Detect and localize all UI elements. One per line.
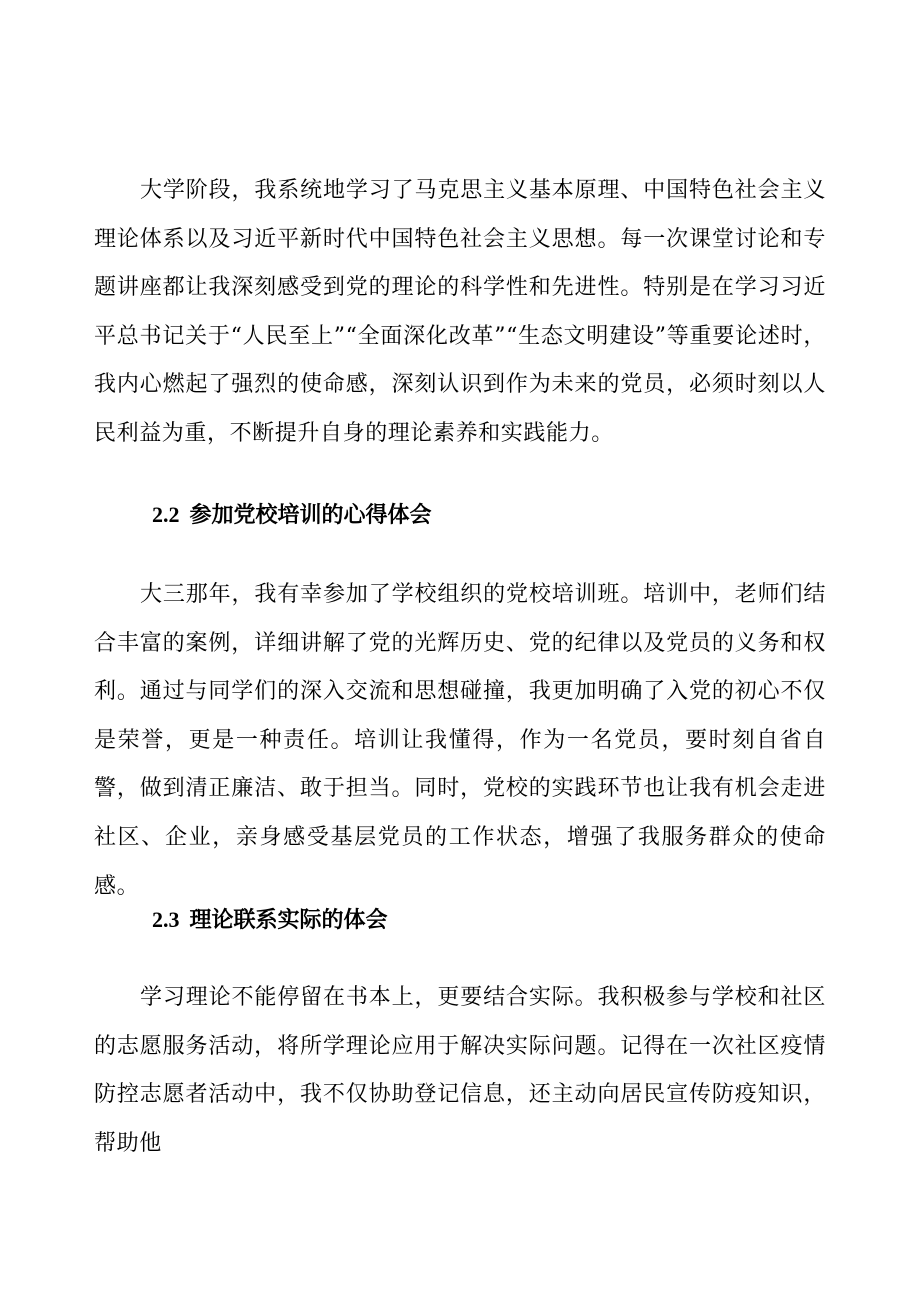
section-heading [152,500,432,531]
body-paragraph: 大学阶段，我系统地学习了马克思主义基本原理、中国特色社会主义理论体系以及习近平新时代中国特色社会主义思想。每一次课堂讨论和专题讲座都让我深刻感受到党的理论的科学性和先进性。特别是在学习习近平总书记关于“人民至上”“全面深化改革”“生态文明建设”等重要论述时，我内心燃起了强烈的使命感，深刻认识到作为未来的党员，必须时刻以人民利益为重，不断提升自身的理论素养和实践能力。 [94,178,826,446]
section-title: 理论联系实际的体会 [189,908,388,933]
section-number: 2.3 [152,907,180,932]
section-title: 参加党校培训的心得体会 [189,503,432,528]
body-paragraph: 大三那年，我有幸参加了学校组织的党校培训班。培训中，老师们结合丰富的案例，详细讲解了党的光辉历史、党的纪律以及党员的义务和权利。通过与同学们的深入交流和思想碰撞，我更加明确了入党的初心不仅是荣誉，更是一种责任。培训让我懂得，作为一名党员，要时刻自省自警，做到清正廉洁、敢于担当。同时，党校的实践环节也让我有机会走进社区、企业，亲身感受基层党员的工作状态，增强了我服务群众的使命感。 [94,582,826,899]
section-number: 2.2 [152,502,180,527]
section-heading [152,905,388,936]
body-paragraph: 学习理论不能停留在书本上，更要结合实际。我积极参与学校和社区的志愿服务活动，将所学理论应用于解决实际问题。记得在一次社区疫情防控志愿者活动中，我不仅协助登记信息，还主动向居民宣传防疫知识，帮助他 [94,985,826,1156]
